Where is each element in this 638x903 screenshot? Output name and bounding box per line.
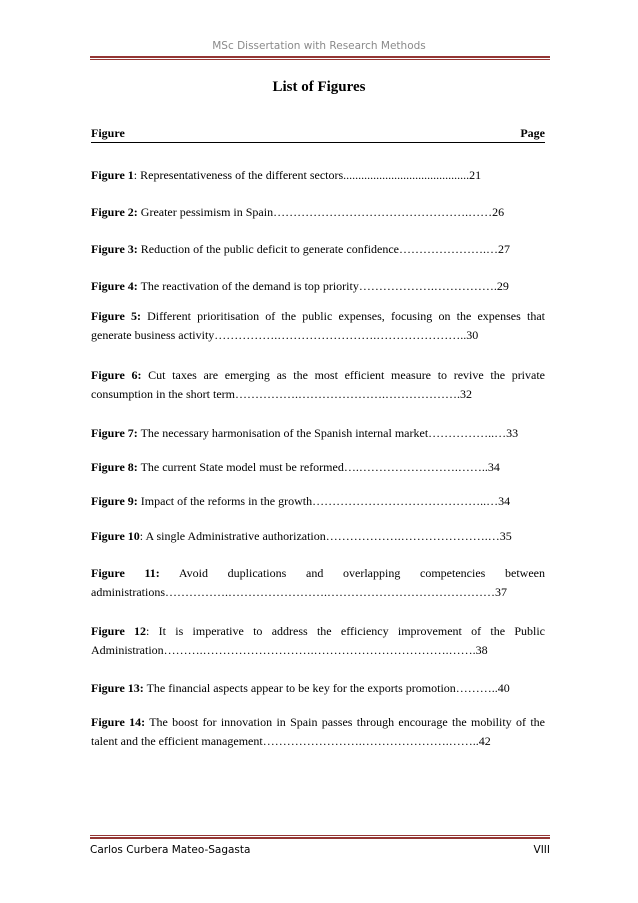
- entry-separator: [160, 566, 179, 580]
- entry-label: Figure 4:: [91, 279, 138, 293]
- entry-text: Greater pessimism in Spain………………………………………….……26: [140, 205, 505, 219]
- entry-text: The financial aspects appear to be key for the exports promotion………..40: [146, 681, 510, 695]
- entry-text: Impact of the reforms in the growth……………………………………..…34: [140, 494, 511, 508]
- page-column-header: Page: [520, 126, 545, 140]
- header-rule: [90, 56, 550, 60]
- entry-label: Figure 3:: [91, 242, 138, 256]
- footer-page-number: VIII: [533, 844, 550, 856]
- entry-text: Avoid duplications and overlapping competencies between administrations…………….…………………….……………………………………37: [91, 566, 545, 599]
- entry-separator: :: [146, 624, 159, 638]
- figure-entry-6: [91, 366, 545, 404]
- entry-text: It is imperative to address the efficiency improvement of the Public Administration……….……………………….…………………………….…….38: [91, 624, 545, 657]
- figure-entry-9: [91, 492, 545, 511]
- figure-entry-14: [91, 713, 545, 751]
- entry-label: Figure 11:: [91, 566, 160, 580]
- figure-entry-3: [91, 240, 545, 259]
- figure-entry-7: [91, 424, 545, 443]
- page-title: List of Figures: [272, 79, 366, 95]
- entry-label: Figure 14:: [91, 715, 146, 729]
- entry-text: The reactivation of the demand is top priority……………….…………….29: [140, 279, 509, 293]
- figure-entry-1: [91, 166, 545, 185]
- entry-label: Figure 5:: [91, 309, 141, 323]
- running-header: MSc Dissertation with Research Methods: [212, 40, 426, 52]
- entry-label: Figure 6:: [91, 368, 142, 382]
- entry-separator: :: [133, 168, 141, 182]
- entry-separator: :: [139, 529, 146, 543]
- entry-text: The current State model must be reformed….…………………….……..34: [140, 460, 500, 474]
- figure-entry-10: [91, 527, 545, 546]
- entry-label: Figure 10: [91, 529, 140, 543]
- figure-entry-4: [91, 277, 545, 296]
- entry-text: Cut taxes are emerging as the most efficient measure to revive the private consumption in the short term…………….………………….……………….32: [91, 368, 546, 401]
- entry-text: A single Administrative authorization……………….………………….…35: [145, 529, 512, 543]
- figure-entry-2: [91, 203, 545, 222]
- figure-entry-12: [91, 622, 545, 660]
- figure-entry-8: [91, 458, 545, 477]
- figure-column-header: Figure: [91, 126, 125, 140]
- entry-text: Different prioritisation of the public expenses, focusing on the expenses that generate business activity…………….…………………….…………………..30: [91, 309, 545, 342]
- footer-author: Carlos Curbera Mateo-Sagasta: [90, 844, 251, 856]
- entry-label: Figure 2:: [91, 205, 138, 219]
- entry-label: Figure 8:: [91, 460, 138, 474]
- entry-label: Figure 13:: [91, 681, 144, 695]
- figure-entry-5: [91, 307, 545, 345]
- entry-label: Figure 1: [91, 168, 134, 182]
- figure-entry-11: [91, 564, 545, 602]
- entry-label: Figure 7:: [91, 426, 138, 440]
- column-headers: [91, 124, 545, 143]
- entry-label: Figure 12: [91, 624, 147, 638]
- entry-text: The necessary harmonisation of the Spanish internal market……………..…33: [140, 426, 519, 440]
- footer-rule: [90, 835, 550, 839]
- entry-text: Reduction of the public deficit to generate confidence………………….…27: [140, 242, 511, 256]
- figure-entry-13: [91, 679, 545, 698]
- entry-label: Figure 9:: [91, 494, 138, 508]
- entry-text: Representativeness of the different sectors..........................................21: [140, 168, 482, 182]
- entry-text: The boost for innovation in Spain passes through encourage the mobility of the talent and the efficient management…………………….………………….……..42: [91, 715, 545, 748]
